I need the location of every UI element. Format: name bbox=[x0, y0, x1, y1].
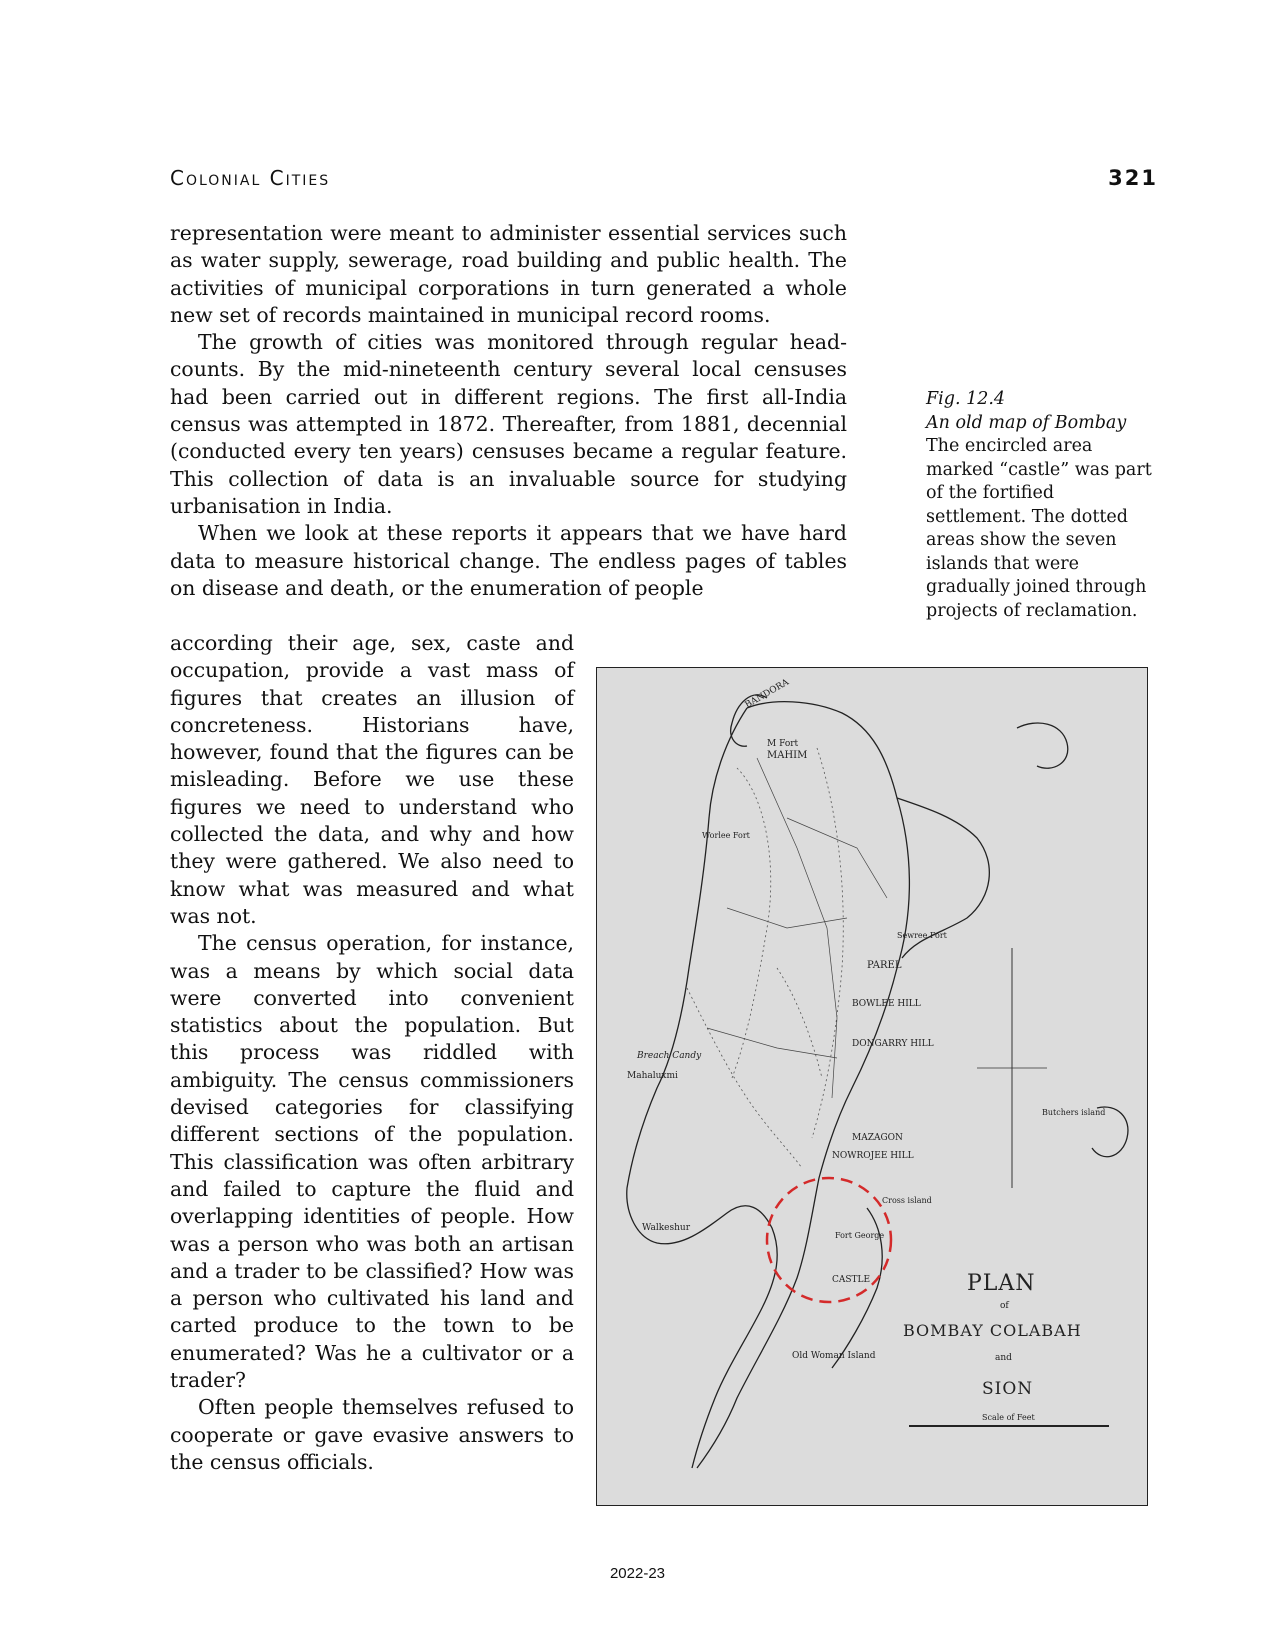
plan-title: PLAN bbox=[967, 1271, 1036, 1296]
paragraph: The growth of cities was monitored through regular head-counts. By the mid-nineteenth century several local censuses had been carried out in different regions. The first all-India census was attempted in 1872. Thereafter, from 1881, decennial (conducted every ten years) censuses became a regular feature. This collection of data is an invaluable source for studying urbanisation in India. bbox=[170, 330, 847, 518]
map-label-mahim: MAHIM bbox=[767, 750, 808, 761]
plan-scale: Scale of Feet bbox=[982, 1413, 1035, 1422]
map-label-dongarry: DONGARRY HILL bbox=[852, 1039, 934, 1049]
castle-circle-marker bbox=[767, 1178, 891, 1302]
map-label-castle: CASTLE bbox=[832, 1275, 871, 1285]
page-number: 321 bbox=[1108, 166, 1158, 190]
plan-and: and bbox=[995, 1353, 1012, 1363]
plan-name: BOMBAY COLABAH bbox=[903, 1321, 1082, 1340]
figure-title: An old map of Bombay bbox=[926, 412, 1127, 433]
map-label-butchers: Butchers island bbox=[1042, 1108, 1106, 1117]
map-label-sewri: Sewree Fort bbox=[897, 931, 947, 940]
map-label-bandora: BANDORA bbox=[743, 677, 791, 711]
map-label-fort: M Fort bbox=[767, 739, 799, 749]
map-label-fort-george: Fort George bbox=[835, 1231, 885, 1240]
bombay-map-figure bbox=[596, 667, 1148, 1506]
map-label-parell: PAREL bbox=[867, 960, 902, 971]
body-text-narrow bbox=[170, 630, 574, 1476]
map-label-worli: Worlee Fort bbox=[702, 831, 750, 840]
bombay-map-illustration bbox=[597, 668, 1149, 1507]
island-dots bbox=[687, 748, 843, 1168]
footer-year: 2022-23 bbox=[609, 1565, 666, 1582]
paragraph: The census operation, for instance, was a means by which social data were converted into convenient statistics about the population. But this process was riddled with ambiguity. The census commissioners devised categories for classifying different sections of the population. This classification was often arbitrary and failed to capture the fluid and overlapping identities of people. How was a person who was both an artisan and a trader to be classified? How was a person who cultivated his land and carted produce to the town to be enumerated? Was he a cultivator or a trader? bbox=[170, 931, 574, 1393]
body-text-wide bbox=[170, 220, 847, 602]
map-label-breach: Breach Candy bbox=[637, 1051, 702, 1061]
map-label-old-woman: Old Woman Island bbox=[792, 1351, 876, 1361]
map-label-cross: Cross island bbox=[882, 1196, 932, 1205]
running-header bbox=[170, 166, 330, 190]
map-label-mahaluxmi: Mahaluxmi bbox=[627, 1071, 678, 1081]
figure-description: The encircled area marked “castle” was part of the fortified settlement. The dotted areas show the seven islands that were gradually joined through projects of reclamation. bbox=[926, 436, 1152, 621]
coastline bbox=[627, 695, 1128, 1468]
figure-caption bbox=[926, 388, 1158, 623]
map-label-mazagon: MAZAGON bbox=[852, 1133, 903, 1143]
map-labels bbox=[627, 677, 1105, 1422]
running-title: Colonial Cities bbox=[170, 166, 331, 190]
map-label-nowrojee: NOWROJEE HILL bbox=[832, 1151, 914, 1161]
map-label-walkeshur: Walkeshur bbox=[642, 1223, 691, 1233]
figure-number: Fig. 12.4 bbox=[926, 389, 1006, 409]
plan-of: of bbox=[1000, 1301, 1009, 1311]
paragraph: When we look at these reports it appears that we have hard data to measure historical change. The endless pages of tables on disease and death, or the enumeration of people bbox=[170, 521, 847, 600]
plan-sion: SION bbox=[982, 1379, 1034, 1399]
paragraph: Often people themselves refused to cooperate or gave evasive answers to the census officials. bbox=[170, 1395, 574, 1474]
paragraph: representation were meant to administer essential services such as water supply, sewerage, road building and public health. The activities of municipal corporations in turn generated a whole new set of records maintained in municipal record rooms. bbox=[170, 221, 847, 327]
map-label-bowlee: BOWLEE HILL bbox=[852, 999, 921, 1009]
paragraph: according their age, sex, caste and occupation, provide a vast mass of figures that creates an illusion of concreteness. Historians have, however, found that the figures can be misleading. Before we use these figures we need to understand who collected the data, and why and how they were gathered. We also need to know what was measured and what was not. bbox=[170, 631, 574, 928]
